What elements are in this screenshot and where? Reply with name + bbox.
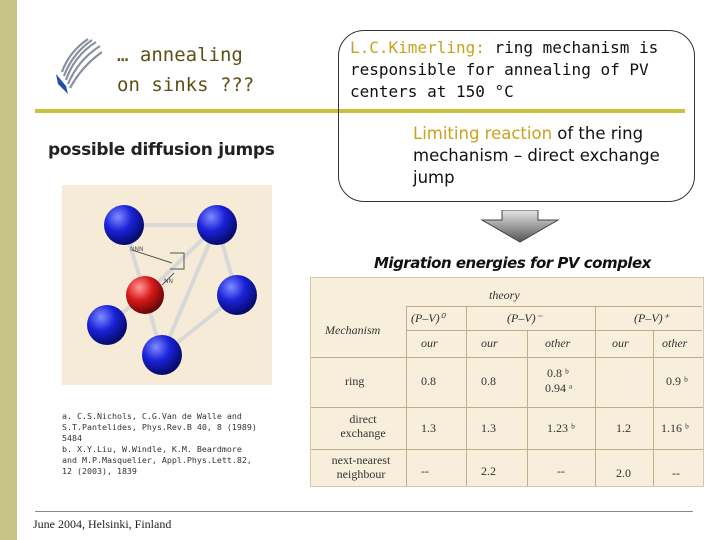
migration-table [310, 277, 704, 487]
subheader: our [481, 336, 498, 350]
silicon-atom [104, 205, 144, 245]
silicon-atom [217, 275, 257, 315]
footer-text: June 2004, Helsinki, Finland [33, 517, 172, 531]
row-ring-value: 0.8 [481, 374, 496, 388]
reference-line: a. C.S.Nichols, C.G.Van de Walle and [62, 411, 242, 421]
callout-line-2: responsible for annealing of PV [350, 60, 649, 79]
phosphorus-atom [126, 276, 164, 314]
label-nnn: NNN [130, 246, 144, 253]
footer-rule [35, 511, 693, 512]
row-ring-value: 0.9 ᵇ [666, 374, 688, 388]
silicon-atom [197, 205, 237, 245]
row-direct-value: 1.3 [421, 421, 436, 435]
references [62, 411, 282, 477]
diffusion-jumps-label: possible diffusion jumps [48, 140, 275, 160]
group-header: (P–V)⁻ [507, 311, 542, 325]
row-direct-value: 1.2 [616, 421, 631, 435]
group-header: (P–V)⁰ [411, 311, 445, 325]
silicon-atom [87, 305, 127, 345]
row-nnn-value: -- [672, 466, 680, 480]
lattice-diagram-icon [62, 185, 272, 385]
slide-heading [117, 40, 317, 100]
callout-line-3: centers at 150 °C [350, 82, 514, 101]
subheader: our [421, 336, 438, 350]
callout-text [350, 37, 695, 103]
label-nn: NN [164, 278, 173, 285]
limiting-reaction-highlight: Limiting reaction [413, 124, 553, 143]
row-direct-value: 1.23 ᵇ [547, 421, 575, 435]
subheader: other [545, 336, 571, 350]
reaction-line-1: of the ring [552, 124, 644, 143]
mechanism-header: Mechanism [325, 323, 381, 337]
row-nnn-value: -- [421, 464, 429, 478]
row-direct-value: 1.16 ᵇ [661, 421, 689, 435]
reference-line: S.T.Pantelides, Phys.Rev.B 40, 8 (1989) [62, 422, 257, 432]
reference-line: 12 (2003), 1839 [62, 466, 137, 476]
subheader: our [612, 336, 629, 350]
row-ring-name: ring [345, 374, 365, 388]
row-ring-value: 0.8 [421, 374, 436, 388]
silicon-atom [142, 335, 182, 375]
theory-header: theory [489, 288, 520, 302]
group-header: (P–V)⁺ [634, 311, 669, 325]
row-nnn-value: 2.2 [481, 464, 496, 478]
limiting-reaction-text [413, 123, 693, 189]
row-nnn-name: next-nearest neighbour [331, 453, 391, 481]
reference-line: b. X.Y.Liu, W.Windle, K.M. Beardmore [62, 444, 242, 454]
row-direct-name: direct exchange [340, 412, 386, 440]
row-nnn-value: -- [557, 464, 565, 478]
row-ring-value: 0.8 ᵇ [547, 366, 569, 380]
reaction-line-2: mechanism – direct exchange [413, 146, 660, 165]
divider-rule [35, 109, 355, 113]
heading-line-2: on sinks ??? [117, 74, 255, 96]
row-direct-value: 1.3 [481, 421, 496, 435]
migration-title: Migration energies for PV complex [374, 254, 651, 272]
left-accent-bar [0, 0, 17, 540]
row-ring-value: 0.94 ᵃ [545, 381, 573, 395]
subheader: other [662, 336, 688, 350]
callout-author: L.C.Kimerling: [350, 38, 485, 57]
callout-line-1: ring mechanism is [484, 38, 659, 57]
institution-logo-icon [52, 36, 102, 94]
heading-line-1: … annealing [117, 44, 243, 66]
down-arrow-icon [480, 210, 560, 244]
reference-line: and M.P.Masquelier, Appl.Phys.Lett.82, [62, 455, 252, 465]
reaction-line-3: jump [413, 168, 455, 187]
reference-line: 5484 [62, 433, 82, 443]
lattice-figure [62, 185, 272, 385]
row-nnn-value: 2.0 [616, 466, 631, 480]
